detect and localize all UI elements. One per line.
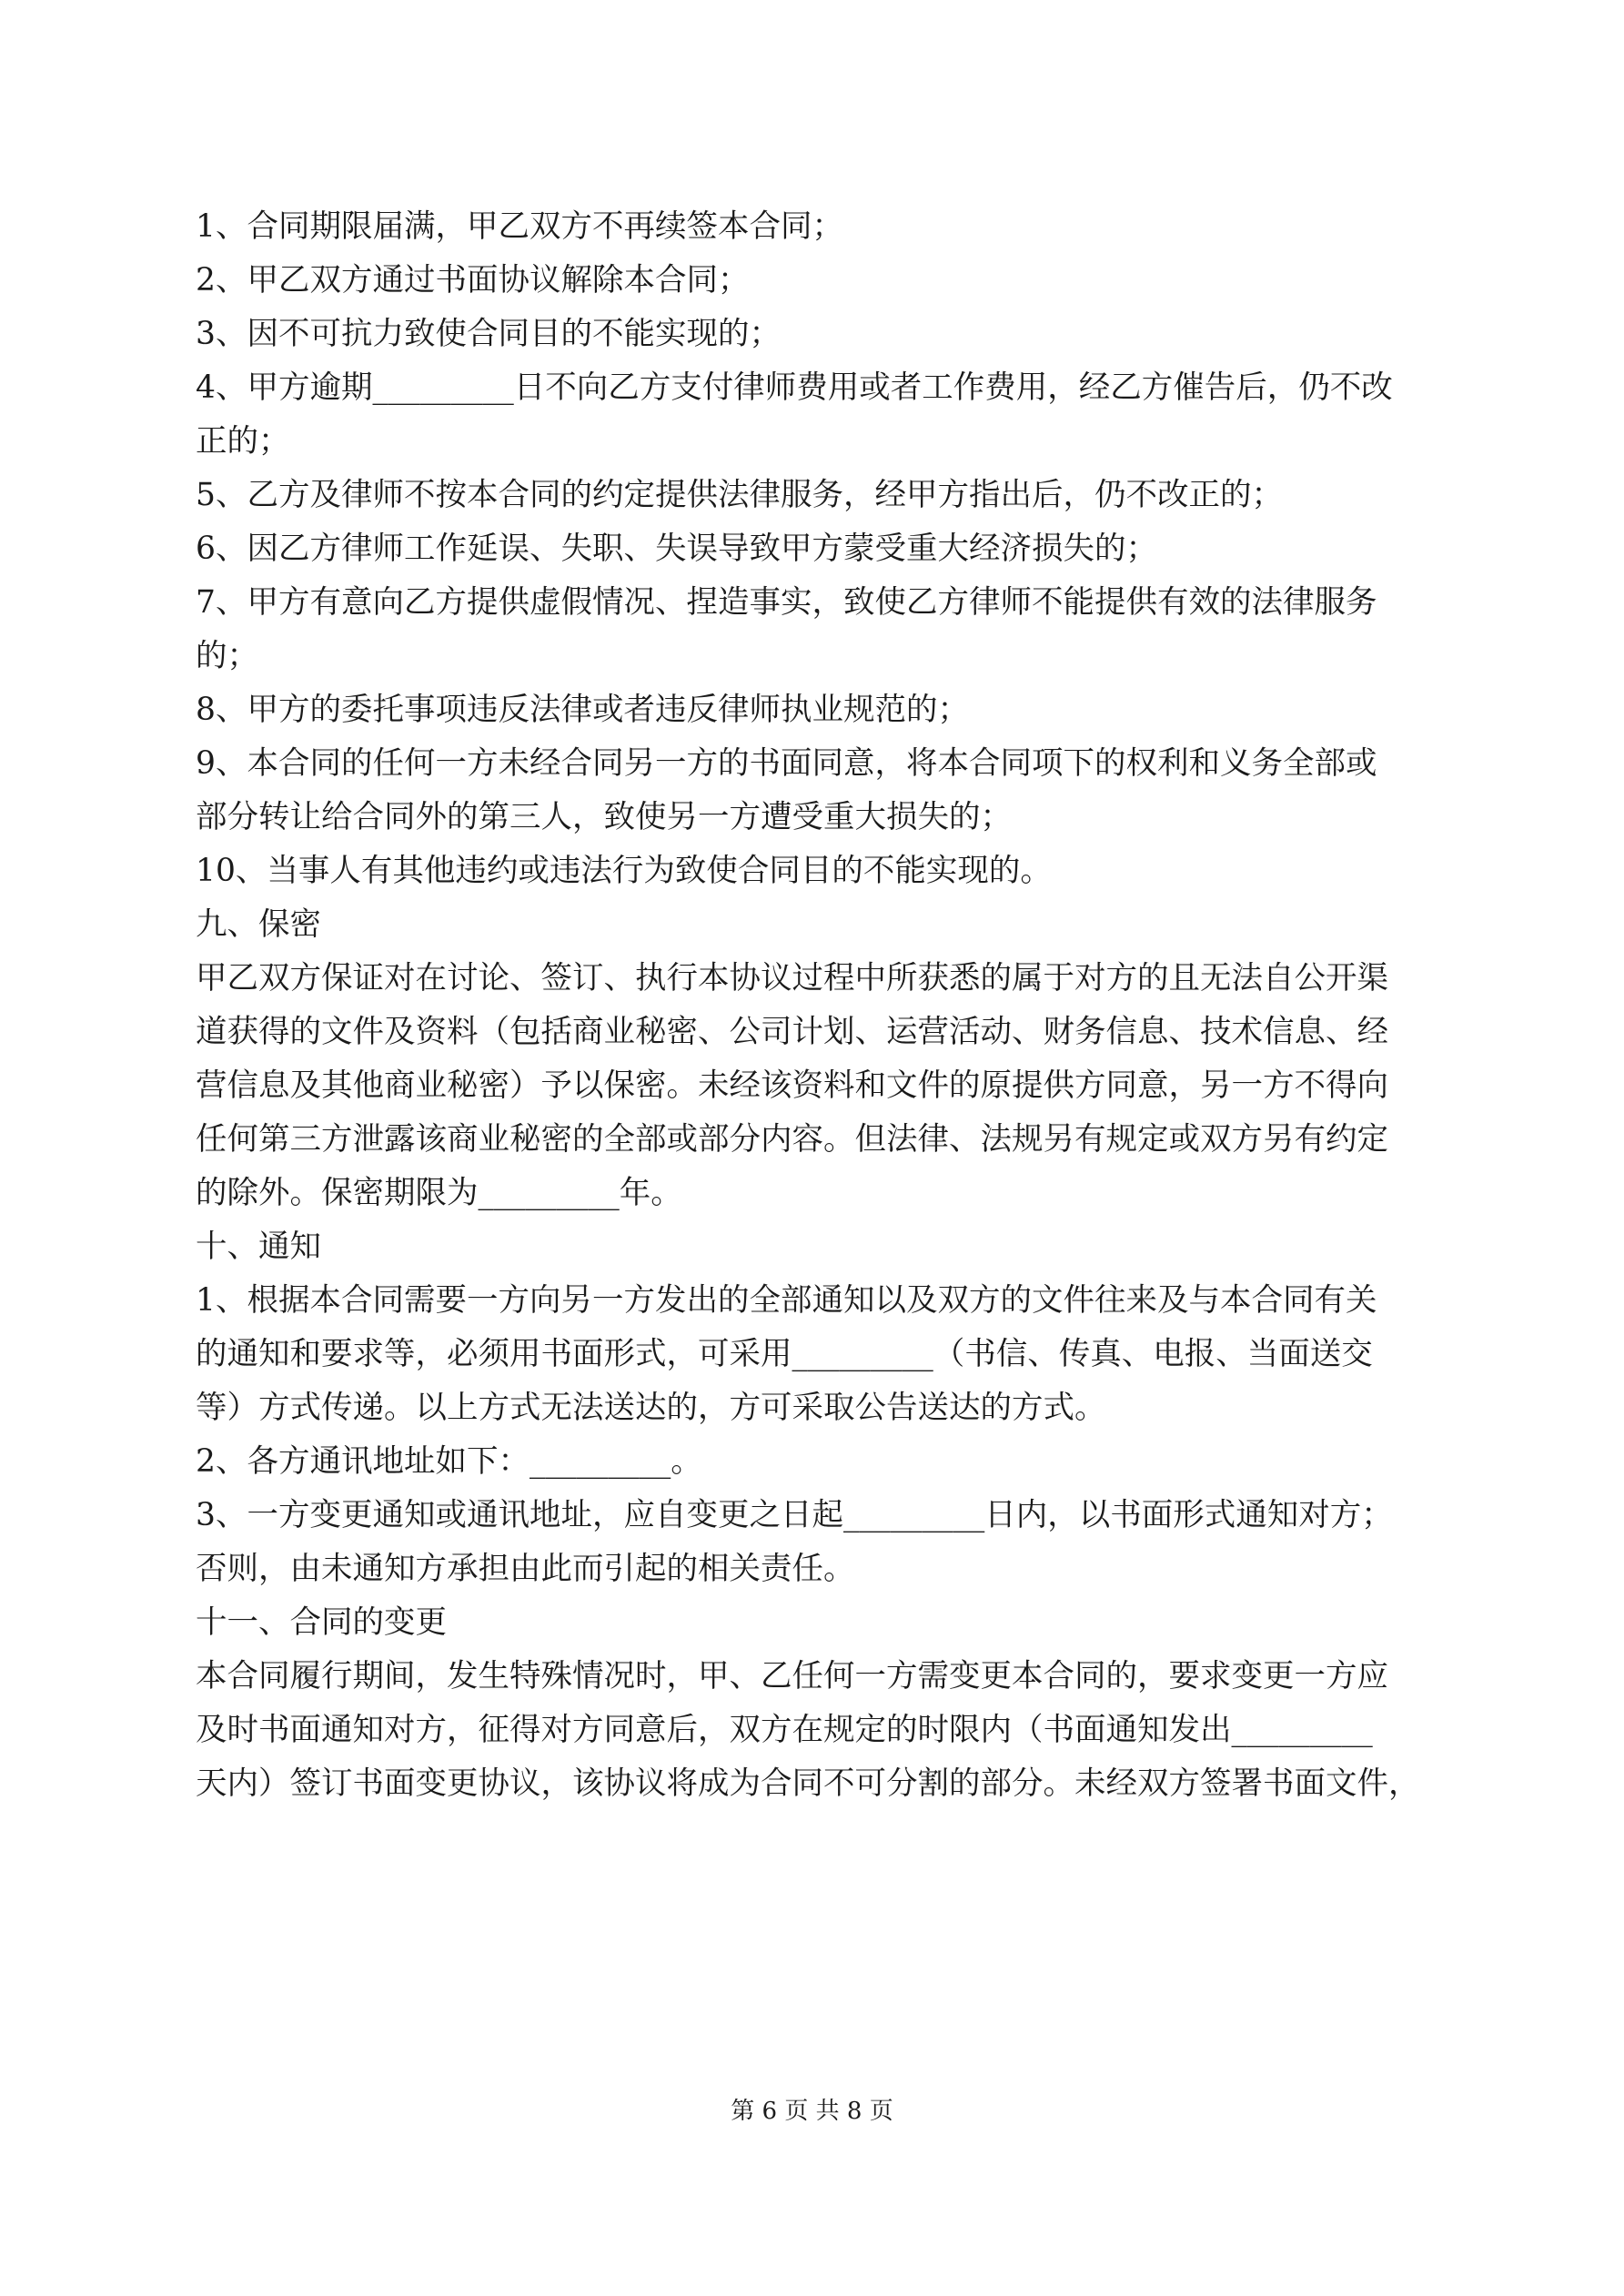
text-line: 2、各方通讯地址如下：_________。 xyxy=(196,1443,702,1480)
text-line: 及时书面通知对方，征得对方同意后，双方在规定的时限内（书面通知发出_________ xyxy=(196,1712,1373,1748)
text-line: 的除外。保密期限为_________年。 xyxy=(196,1175,682,1211)
text-line: 5、乙方及律师不按本合同的约定提供法律服务，经甲方指出后，仍不改正的； xyxy=(196,477,1283,513)
text-line: 十、通知 xyxy=(196,1229,321,1265)
text-line: 九、保密 xyxy=(196,906,321,943)
text-line: 3、因不可抗力致使合同目的不能实现的； xyxy=(196,316,781,352)
text-line: 的； xyxy=(196,638,258,674)
text-line: 十一、合同的变更 xyxy=(196,1604,447,1641)
text-line: 3、一方变更通知或通讯地址，应自变更之日起_________日内，以书面形式通知对方； xyxy=(196,1497,1393,1533)
text-line: 8、甲方的委托事项违反法律或者违反律师执业规范的； xyxy=(196,692,969,728)
text-line: 天内）签订书面变更协议，该协议将成为合同不可分割的部分。未经双方签署书面文件， xyxy=(196,1765,1420,1802)
text-line: 1、合同期限届满，甲乙双方不再续签本合同； xyxy=(196,208,843,245)
text-line: 等）方式传递。以上方式无法送达的，方可采取公告送达的方式。 xyxy=(196,1390,1106,1426)
text-line: 1、根据本合同需要一方向另一方发出的全部通知以及双方的文件往来及与本合同有关 xyxy=(196,1282,1377,1319)
text-line: 的通知和要求等，必须用书面形式，可采用_________（书信、传真、电报、当面送交 xyxy=(196,1336,1373,1372)
text-line: 任何第三方泄露该商业秘密的全部或部分内容。但法律、法规另有规定或双方另有约定 xyxy=(196,1121,1388,1158)
text-line: 本合同履行期间，发生特殊情况时，甲、乙任何一方需变更本合同的，要求变更一方应 xyxy=(196,1658,1388,1694)
text-line: 10、当事人有其他违约或违法行为致使合同目的不能实现的。 xyxy=(196,853,1052,889)
text-line: 9、本合同的任何一方未经合同另一方的书面同意，将本合同项下的权利和义务全部或 xyxy=(196,745,1377,782)
page-footer: 第 6 页 共 8 页 xyxy=(731,2098,893,2125)
text-line: 否则，由未通知方承担由此而引起的相关责任。 xyxy=(196,1551,855,1587)
text-line: 7、甲方有意向乙方提供虚假情况、捏造事实，致使乙方律师不能提供有效的法律服务 xyxy=(196,584,1377,621)
text-line: 道获得的文件及资料（包括商业秘密、公司计划、运营活动、财务信息、技术信息、经 xyxy=(196,1014,1388,1050)
text-line: 2、甲乙双方通过书面协议解除本合同； xyxy=(196,262,750,298)
text-line: 4、甲方逾期_________日不向乙方支付律师费用或者工作费用，经乙方催告后，仍不改 xyxy=(196,369,1393,406)
text-line: 正的； xyxy=(196,423,290,460)
text-line: 营信息及其他商业秘密）予以保密。未经该资料和文件的原提供方同意，另一方不得向 xyxy=(196,1067,1388,1104)
text-line: 6、因乙方律师工作延误、失职、失误导致甲方蒙受重大经济损失的； xyxy=(196,531,1157,567)
text-line: 甲乙双方保证对在讨论、签订、执行本协议过程中所获悉的属于对方的且无法自公开渠 xyxy=(196,960,1388,996)
document-body xyxy=(196,200,1433,1811)
text-line: 部分转让给合同外的第三人，致使另一方遭受重大损失的； xyxy=(196,799,1012,835)
